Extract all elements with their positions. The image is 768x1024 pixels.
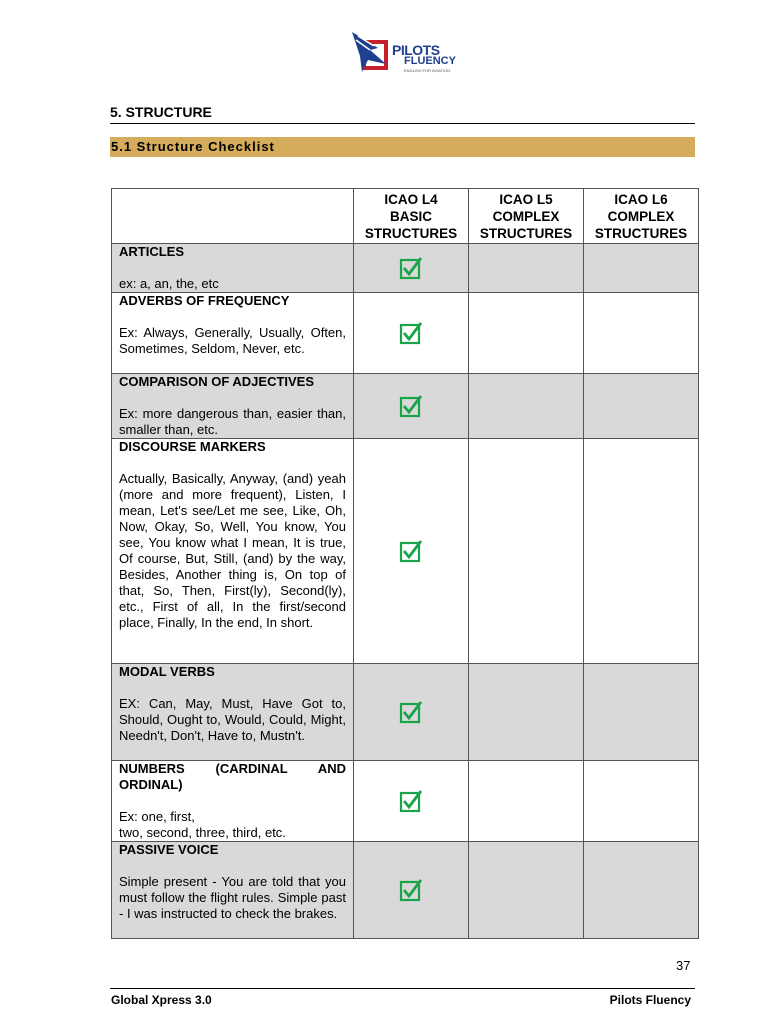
subheading-title: 5.1 Structure Checklist	[111, 139, 275, 154]
l5-cell	[469, 244, 584, 293]
l4-cell	[354, 842, 469, 939]
checkbox-checked-icon	[399, 878, 423, 902]
header-icao-l6: ICAO L6 COMPLEX STRUCTURES	[584, 189, 699, 244]
row-body: Actually, Basically, Anyway, (and) yeah (more and more frequent), Listen, I mean, Let's see/Let me see, Like, Oh, Now, Okay, So, Well, You know, You see, You know what I mean, It is true, Of course, But, Still, (and) by the way, Besides, Another thing is, On top of that, So, Then, First(ly), Second(ly), etc., First of all, In the first/second place, Finally, In the end, In short.	[119, 471, 346, 630]
row-description-cell	[112, 244, 354, 293]
logo-tagline: ENGLISH FOR AVIATION	[404, 68, 451, 73]
l5-cell	[469, 374, 584, 439]
l4-cell	[354, 244, 469, 293]
row-title: NUMBERS (CARDINAL AND ORDINAL)	[119, 761, 346, 792]
checkbox-checked-icon	[399, 256, 423, 280]
l4-cell	[354, 439, 469, 664]
checkbox-checked-icon	[399, 394, 423, 418]
table-row	[112, 374, 699, 439]
table-row	[112, 293, 699, 374]
l4-cell	[354, 293, 469, 374]
section-title: 5. STRUCTURE	[110, 104, 212, 120]
table-row	[112, 244, 699, 293]
l4-cell	[354, 761, 469, 842]
table-row	[112, 842, 699, 939]
l6-cell	[584, 761, 699, 842]
row-title: PASSIVE VOICE	[119, 842, 219, 857]
l5-cell	[469, 293, 584, 374]
row-description-cell	[112, 439, 354, 664]
l5-cell	[469, 761, 584, 842]
l6-cell	[584, 842, 699, 939]
row-body: Ex: Always, Generally, Usually, Often, Sometimes, Seldom, Never, etc.	[119, 325, 346, 356]
row-description-cell	[112, 842, 354, 939]
page-number: 37	[676, 958, 691, 973]
table-row	[112, 439, 699, 664]
footer-doc-title: Global Xpress 3.0	[111, 993, 212, 1007]
footer-brand: Pilots Fluency	[609, 993, 691, 1007]
checkbox-checked-icon	[399, 539, 423, 563]
checkbox-checked-icon	[399, 321, 423, 345]
l6-cell	[584, 293, 699, 374]
header-icao-l4: ICAO L4 BASIC STRUCTURES	[354, 189, 469, 244]
l5-cell	[469, 842, 584, 939]
l6-cell	[584, 374, 699, 439]
table-row	[112, 664, 699, 761]
row-body: ex: a, an, the, etc	[119, 276, 219, 291]
row-body: Ex: one, first, two, second, three, third, etc.	[119, 809, 286, 840]
table-row	[112, 761, 699, 842]
l6-cell	[584, 664, 699, 761]
row-title: MODAL VERBS	[119, 664, 215, 679]
logo-text-pilots: PILOTS	[392, 42, 440, 58]
row-description-cell	[112, 761, 354, 842]
row-body: Ex: more dangerous than, easier than, smaller than, etc.	[119, 406, 346, 437]
row-title: ADVERBS OF FREQUENCY	[119, 293, 290, 308]
footer-divider	[110, 988, 695, 989]
row-description-cell	[112, 293, 354, 374]
l4-cell	[354, 664, 469, 761]
l5-cell	[469, 664, 584, 761]
l6-cell	[584, 244, 699, 293]
row-body: EX: Can, May, Must, Have Got to, Should, Ought to, Would, Could, Might, Needn't, Don't, Have to, Mustn't.	[119, 696, 346, 743]
row-title: DISCOURSE MARKERS	[119, 439, 266, 454]
row-title: COMPARISON OF ADJECTIVES	[119, 374, 315, 389]
l6-cell	[584, 439, 699, 664]
row-title: ARTICLES	[119, 244, 184, 259]
header-empty-cell	[112, 189, 354, 244]
checkbox-checked-icon	[399, 700, 423, 724]
table-header-row	[112, 189, 699, 244]
structure-checklist-table	[111, 188, 699, 939]
l4-cell	[354, 374, 469, 439]
row-description-cell	[112, 374, 354, 439]
row-body: Simple present - You are told that you must follow the flight rules. Simple past - I was instructed to check the brakes.	[119, 874, 346, 921]
section-divider	[110, 123, 695, 124]
checkbox-checked-icon	[399, 789, 423, 813]
l5-cell	[469, 439, 584, 664]
header-icao-l5: ICAO L5 COMPLEX STRUCTURES	[469, 189, 584, 244]
row-description-cell	[112, 664, 354, 761]
logo-text-fluency: FLUENCY	[404, 55, 456, 67]
